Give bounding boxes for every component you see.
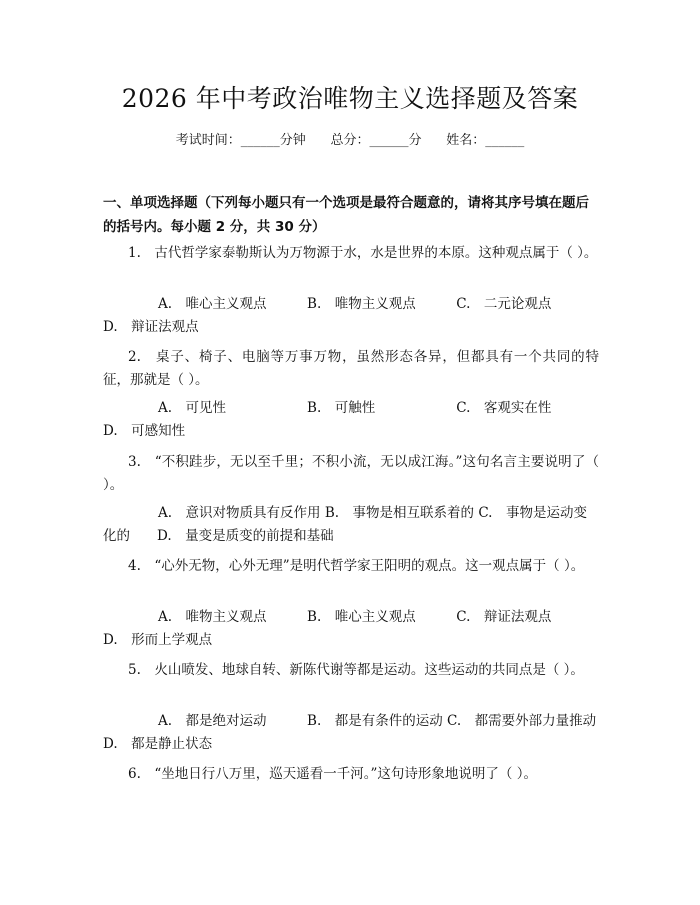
question-1: 1. 古代哲学家泰勒斯认为万物源于水，水是世界的本原。这种观点属于（ ）。	[128, 245, 598, 261]
question-5-options: A. 都是绝对运动 B. 都是有条件的运动 C. 都需要外部力量推动 D. 都是静止状态	[103, 713, 597, 752]
question-2: 2. 桌子、椅子、电脑等万事万物，虽然形态各异，但都具有一个共同的特征，那就是（ ）。	[103, 349, 599, 388]
question-1-options: A. 唯心主义观点 B. 唯物主义观点 C. 二元论观点 D. 辩证法观点	[103, 296, 592, 335]
question-5: 5. 火山喷发、地球自转、新陈代谢等都是运动。这些运动的共同点是（ ）。	[128, 662, 584, 678]
question-4-options: A. 唯物主义观点 B. 唯心主义观点 C. 辩证法观点 D. 形而上学观点	[103, 609, 592, 648]
question-3-options: A. 意识对物质具有反作用 B. 事物是相互联系着的 C. 事物是运动变化的 D. 量变是质变的前提和基础	[103, 505, 587, 544]
section-heading: 一、单项选择题（下列每小题只有一个选项是最符合题意的，请将其序号填在题后的括号内。每小题 2 分，共 30 分）	[103, 195, 589, 235]
question-2-options: A. 可见性 B. 可触性 C. 客观实在性 D. 可感知性	[103, 400, 606, 439]
exam-meta-line: 考试时间：______分钟 总分：______分 姓名：______	[175, 133, 525, 148]
question-6: 6. “坐地日行八万里，巡天遥看一千河。”这句诗形象地说明了（ ）。	[128, 766, 537, 782]
question-3: 3. “不积跬步，无以至千里；不积小流，无以成江海。”这句名言主要说明了（ ）。	[103, 454, 599, 493]
question-4: 4. “心外无物，心外无理”是明代哲学家王阳明的观点。这一观点属于（ ）。	[128, 558, 585, 574]
page-title: 2026 年中考政治唯物主义选择题及答案	[121, 84, 579, 113]
